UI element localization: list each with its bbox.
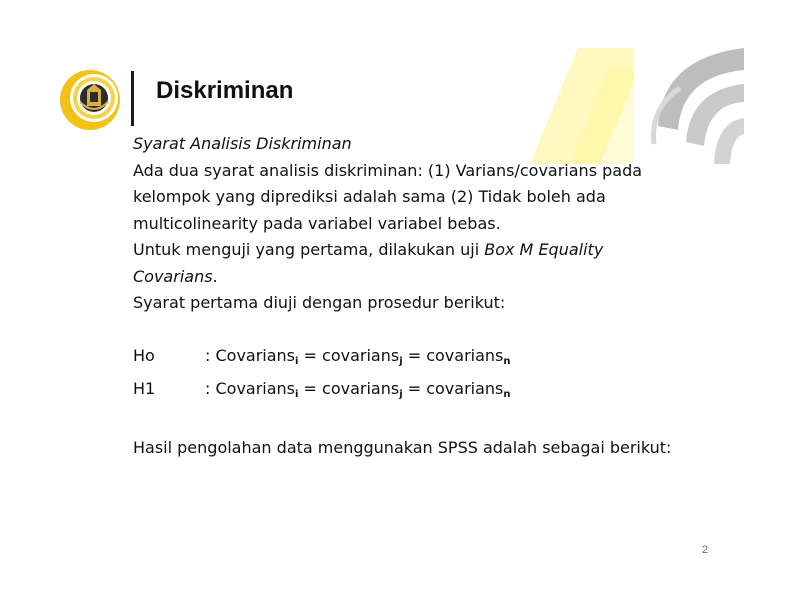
hypothesis-text: = covarians — [402, 346, 504, 365]
slide-title: Diskriminan — [156, 77, 294, 104]
hypothesis-text: : Covarians — [205, 378, 296, 398]
paragraph-line — [133, 237, 753, 264]
hypothesis-text: : Covarians — [205, 346, 296, 365]
italic-term: Box M Equality — [484, 240, 604, 259]
hypothesis-text: = covarians — [402, 378, 504, 398]
spacer — [133, 317, 753, 344]
page-number: 2 — [702, 544, 709, 556]
subscript: n — [503, 388, 511, 400]
paragraph-line: multicolinearity pada variabel variabel bebas. — [133, 213, 501, 233]
paragraph-line — [133, 264, 753, 291]
subscript: n — [503, 356, 511, 367]
paragraph-line: kelompok yang diprediksi adalah sama (2) Tidak boleh ada — [133, 187, 606, 206]
italic-term: Covarians — [133, 266, 213, 286]
hypothesis-text: = covarians — [298, 346, 400, 365]
spacer — [133, 408, 753, 435]
subscript: i — [295, 356, 299, 367]
text: . — [212, 266, 218, 286]
university-logo — [58, 68, 122, 132]
paragraph-line: Ada dua syarat analisis diskriminan: (1) Varians/covarians pada — [133, 160, 643, 180]
text: Untuk menguji yang pertama, dilakukan uji — [133, 240, 485, 259]
closing-line: Hasil pengolahan data menggunakan SPSS adalah sebagai berikut: — [133, 437, 672, 457]
subscript: j — [399, 388, 403, 400]
hypothesis-row — [133, 376, 753, 409]
section-heading: Syarat Analisis Diskriminan — [133, 134, 352, 153]
hypothesis-row — [133, 343, 753, 376]
hypothesis-label: Ho — [133, 346, 155, 365]
slide-body — [133, 131, 753, 461]
subscript: i — [295, 388, 299, 400]
subscript: j — [399, 356, 403, 367]
title-divider — [131, 71, 134, 126]
hypothesis-label: H1 — [133, 378, 156, 398]
paragraph-line: Syarat pertama diuji dengan prosedur berikut: — [133, 293, 506, 312]
hypothesis-text: = covarians — [298, 378, 400, 398]
